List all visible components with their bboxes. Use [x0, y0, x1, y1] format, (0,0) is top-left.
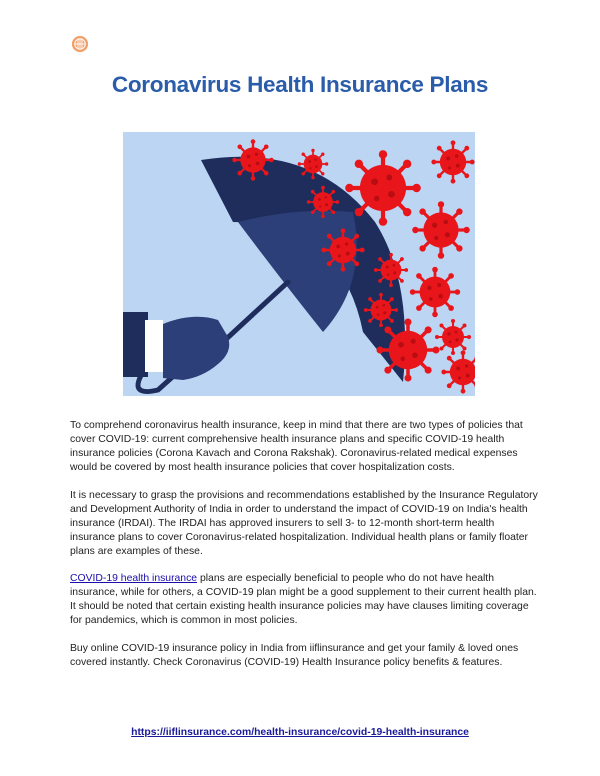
footer — [0, 727, 600, 738]
paragraph-1 — [70, 419, 540, 475]
paragraph-4-text: Buy online COVID-19 insurance policy in India from iiflinsurance and get your family & loved ones covered instantly. Check Coronavirus (COVID-19) Health Insurance policy benefits & features. — [70, 643, 519, 668]
paragraph-2-text: It is necessary to grasp the provisions and recommendations established by the Insurance Regulatory and Development Authority of India in order to understand the impact of COVID-19 on India's health insurance (IRDAI). The IRDAI has approved insurers to sell 3- to 12-month short-term health insurance plans to cover Coronavirus-related hospitalization. Individual health plans or family floater plans are examples of these. — [70, 490, 538, 557]
page-title: Coronavirus Health Insurance Plans — [111, 72, 489, 97]
footer-url-link[interactable]: https://iiflinsurance.com/health-insurance/covid-19-health-insurance — [131, 727, 469, 738]
paragraph-3 — [70, 572, 540, 628]
paragraph-3-text: plans are especially beneficial to people who do not have health insurance, while for others, a COVID-19 plan might be a good supplement to their current health plan. It should be noted that certain existing health insurance policies may have clauses limiting coverage for pandemics, which is common in most policies. — [70, 573, 537, 626]
paragraph-4 — [70, 642, 540, 670]
hero-image — [123, 132, 475, 396]
covid-insurance-link[interactable]: COVID-19 health insurance — [70, 573, 198, 584]
logo-icon — [72, 36, 88, 52]
paragraph-1-text: To comprehend coronavirus health insurance, keep in mind that there are two types of policies that cover COVID-19: current comprehensive health insurance plans and specific COVID-19 health insurance policies (Corona Kavach and Corona Rakshak). Coronavirus-related medical expenses would be covered by most health insurance policies that cover hospitalization costs. — [70, 420, 523, 473]
paragraph-2 — [70, 489, 540, 559]
